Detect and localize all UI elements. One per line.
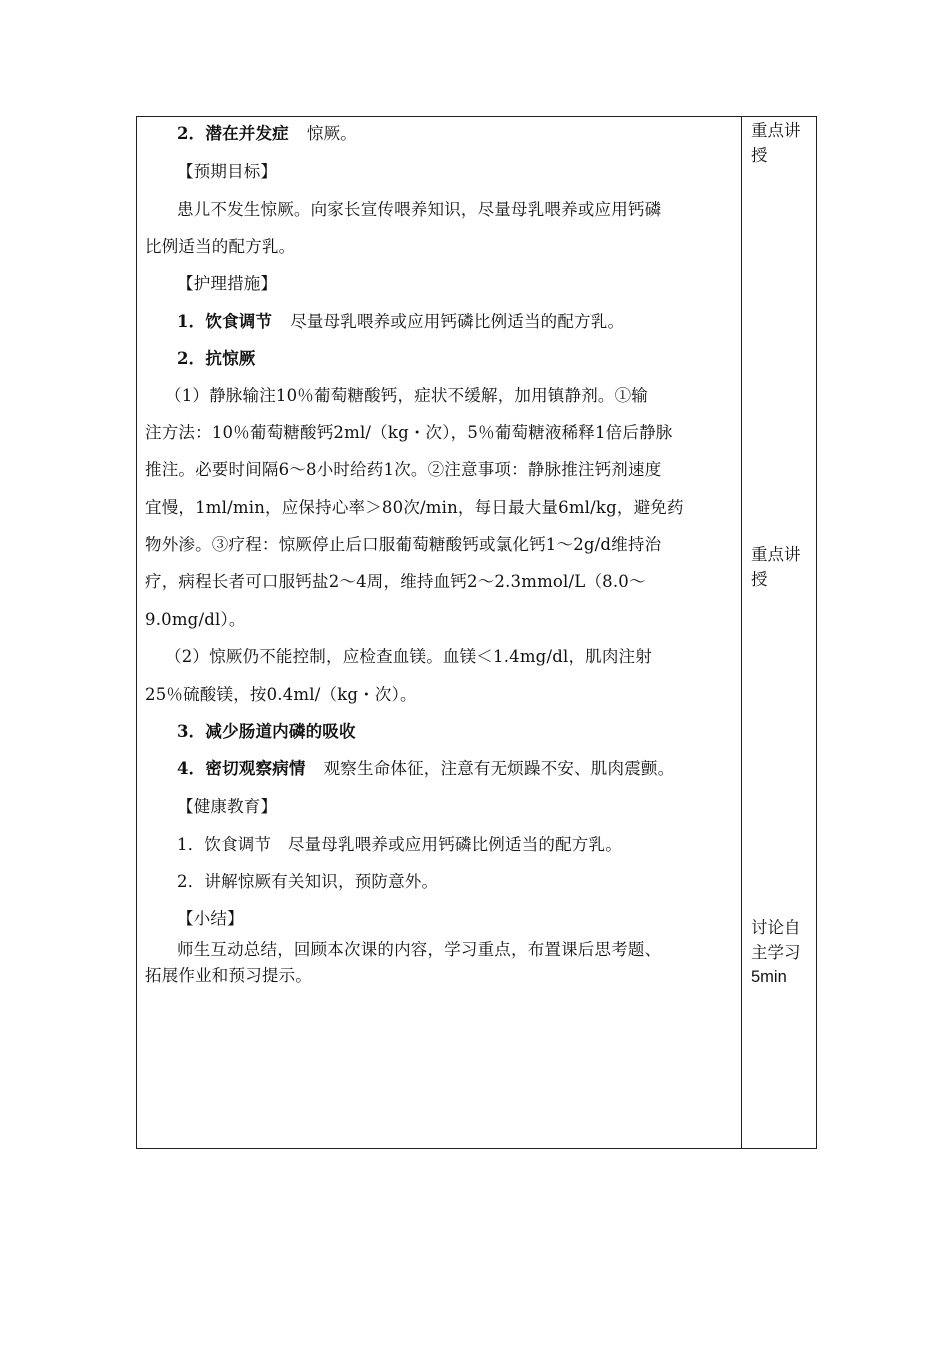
p1-line-1: （1）静脉输注10％葡萄糖酸钙，症状不缓解，加用镇静剂。①输	[165, 386, 648, 405]
side-note-1: 重点讲授	[751, 121, 801, 165]
measures-label: 【护理措施】	[177, 274, 278, 293]
p1-line-7: 9.0mg/dl）。	[145, 610, 246, 629]
measure-4-line	[177, 759, 674, 779]
education-item-1: 1．饮食调节 尽量母乳喂养或应用钙磷比例适当的配方乳。	[177, 835, 622, 854]
complication-line	[177, 124, 357, 144]
goal-label: 【预期目标】	[177, 162, 278, 181]
side-note-3	[751, 915, 813, 990]
side-note-3-text: 讨论自主学习	[751, 918, 801, 962]
p1-line-2: 注方法：10％葡萄糖酸钙2ml/（kg・次），5％葡萄糖液稀释1倍后静脉	[145, 423, 673, 442]
complication-heading: 2．潜在并发症	[177, 124, 289, 143]
side-note-3-time: 5min	[751, 968, 787, 986]
p1-line-6: 疗，病程长者可口服钙盐2～4周，维持血钙2～2.3mmol/L（8.0～	[145, 572, 646, 591]
measure-4-heading: 4．密切观察病情	[177, 759, 306, 778]
p1-line-5: 物外渗。③疗程：惊厥停止后口服葡萄糖酸钙或氯化钙1～2g/d维持治	[145, 535, 662, 554]
summary-line-2: 拓展作业和预习提示。	[145, 966, 312, 985]
measure-4-text: 观察生命体征，注意有无烦躁不安、肌肉震颤。	[323, 759, 675, 778]
measure-1-text: 尽量母乳喂养或应用钙磷比例适当的配方乳。	[290, 312, 625, 331]
summary-label: 【小结】	[177, 909, 244, 928]
education-label: 【健康教育】	[177, 797, 278, 816]
measure-2-heading: 2．抗惊厥	[177, 349, 256, 368]
measure-1-line	[177, 312, 624, 332]
lesson-table	[136, 116, 817, 1149]
p1-line-4: 宜慢，1ml/min，应保持心率＞80次/min，每日最大量6ml/kg，避免药	[145, 498, 684, 517]
complication-text: 惊厥。	[306, 124, 357, 143]
p2-line-2: 25％硫酸镁，按0.4ml/（kg・次）。	[145, 685, 417, 704]
goal-line-1: 患儿不发生惊厥。向家长宣传喂养知识，尽量母乳喂养或应用钙磷	[177, 200, 662, 219]
column-divider	[741, 116, 742, 1149]
goal-line-2: 比例适当的配方乳。	[145, 237, 296, 256]
measure-3-heading: 3．减少肠道内磷的吸收	[177, 722, 356, 741]
summary-line-1: 师生互动总结，回顾本次课的内容，学习重点，布置课后思考题、	[177, 940, 662, 959]
education-item-2: 2．讲解惊厥有关知识，预防意外。	[177, 872, 439, 891]
p2-line-1: （2）惊厥仍不能控制，应检查血镁。血镁＜1.4mg/dl，肌肉注射	[165, 647, 652, 666]
side-note-2: 重点讲授	[751, 545, 801, 589]
measure-1-heading: 1．饮食调节	[177, 312, 273, 331]
p1-line-3: 推注。必要时间隔6～8小时给药1次。②注意事项：静脉推注钙剂速度	[145, 460, 662, 479]
